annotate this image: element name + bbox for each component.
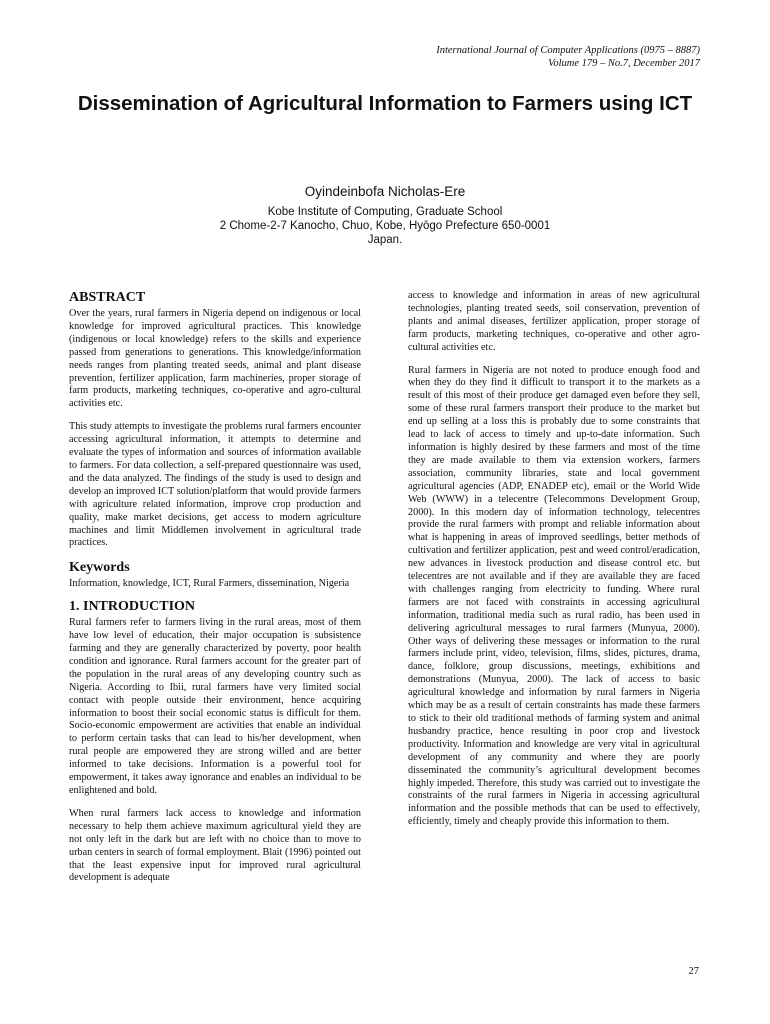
body-paragraph: Rural farmers refer to farmers living in the rural areas, most of them have low level of education, their major occupation is subsistence farming and they are generally characterized by poverty, poor health condition and ignorance. Rural farmers account for the greater part of the population in the rural areas of any developing country such as Nigeria. According to Ibii, rural farmers have very limited social contact with people outside their environment, hence acquiring information to boost their social economic status is difficult for them. Socio-economic empowerment are activities that enable an individual to perform certain tasks that can lead to his/her development, when rural people are empowered they are strong willed and are better informed to take decisions. Information is a powerful tool for empowerment, it takes away ignorance and enables an individual to be enlightened and bold.	[69, 617, 361, 796]
right-column	[408, 290, 700, 839]
body-paragraph: Rural farmers in Nigeria are not noted to produce enough food and when they do they find it difficult to transport it to the markets as a result of this most of their produce get damaged even before they sell, some of these rural farmers transport their produce to the market but end up selling at a loss this is probably due to some constraints that lead to lack of access to timely and up-to-date information. Such information is highly desired by these farmers and most of the time they are made available to them via extension workers, farmers association, community libraries, state and local government agricultural agencies (ADP, ENADEP etc), email or the World Wide Web (WWW) in a telecentre (Telecommons Development Group, 2000). In this modern day of information technology, telecentres provide the rural farmers with prompt and reliable information about what is happening in areas of improved seedlings, better methods of cultivation and fertilizer application, pest and weed control/eradication, new advances in livestock production and disease control etc. but telecentres are not available and if they are available they are faced with challenges ranging from electricity to funding. Where rural farmers are not faced with constraints in accessing agricultural information, traditional media such as rural radio, has been used in delivering agricultural messages to rural farmers (Munyua, 2000). Other ways of delivering these messages or information to the rural farmers include print, video, television, films, slides, pictures, drama, dance, folklore, group discussions, meetings, exhibitions and demonstrations (Munyua, 2000). The lack of access to basic agricultural knowledge and information by rural farmers in Nigeria which may be as a result of certain constraints has made these farmers to stick to their old traditional methods of farming system and animal husbandry practice, hence resulting in poor crop and livestock productivity. Information and knowledge are very vital in agricultural development of any community and where they are poorly disseminated the community’s agricultural development becomes highly impeded. Therefore, this study was carried out to investigate the constraints of the rural farmers in Nigeria in accessing agricultural information and the possible methods that can be used to effectively, efficiently, timely and cheaply provide this information to them.	[408, 364, 700, 828]
journal-header	[436, 44, 700, 70]
body-paragraph: access to knowledge and information in areas of new agricultural technologies, planting treated seeds, soil conservation, prevention of plants and animal diseases, fertilizer application, proper storage of farm products, marketing techniques, co-operative and other agro-cultural activities etc.	[408, 290, 700, 353]
paper-title: Dissemination of Agricultural Information to Farmers using ICT	[77, 92, 693, 115]
introduction-heading: 1. INTRODUCTION	[69, 599, 196, 615]
address-line: 2 Chome-2-7 Kanocho, Chuo, Kobe, Hyōgo Prefecture 650-0001	[219, 220, 551, 232]
abstract-heading: ABSTRACT	[69, 290, 146, 305]
affiliation-line: Kobe Institute of Computing, Graduate School	[267, 206, 503, 218]
country-line: Japan.	[367, 234, 403, 246]
left-column	[69, 290, 361, 895]
journal-volume: Volume 179 – No.7, December 2017	[548, 58, 700, 69]
abstract-paragraph: This study attempts to investigate the problems rural farmers encounter accessing agricultural information, it attempts to determine and evaluate the types of information and sources of information available to farmers. For data collection, a self-prepared questionnaire was used, and the data analyzed. The findings of the study is used to design and develop an improved ICT solution/platform that would provide farmers with agriculture related information, improve crop production and quality, make market decisions, get access to modern agriculture machines and limit Middlemen involvement in agricultural trade practices.	[69, 421, 361, 549]
page-number: 27	[688, 966, 699, 977]
author-name: Oyindeinbofa Nicholas-Ere	[304, 184, 466, 199]
journal-name: International Journal of Computer Applications (0975 – 8887)	[436, 45, 700, 56]
abstract-paragraph: Over the years, rural farmers in Nigeria depend on indigenous or local knowledge for improved agricultural practices. This knowledge (indigenous or local knowledge) refers to the skills and experience passed from generations to generations. This knowledge/information needs ranges from planting treated seeds, animal and plant disease prevention, fertilizer application, farm machineries, proper storage of farm products, marketing techniques, co-operative and agro-cultural activities etc.	[69, 308, 361, 410]
author-block	[40, 183, 730, 247]
keywords-text: Information, knowledge, ICT, Rural Farmers, dissemination, Nigeria	[69, 578, 350, 590]
body-paragraph: When rural farmers lack access to knowledge and information necessary to help them achieve maximum agricultural yield they are not only left in the dark but are left with no choice than to move to urban centers in search of formal employment. Blait (1996) pointed out that the least expensive input for improved rural agricultural development is adequate	[69, 807, 361, 884]
keywords-heading: Keywords	[69, 560, 130, 576]
